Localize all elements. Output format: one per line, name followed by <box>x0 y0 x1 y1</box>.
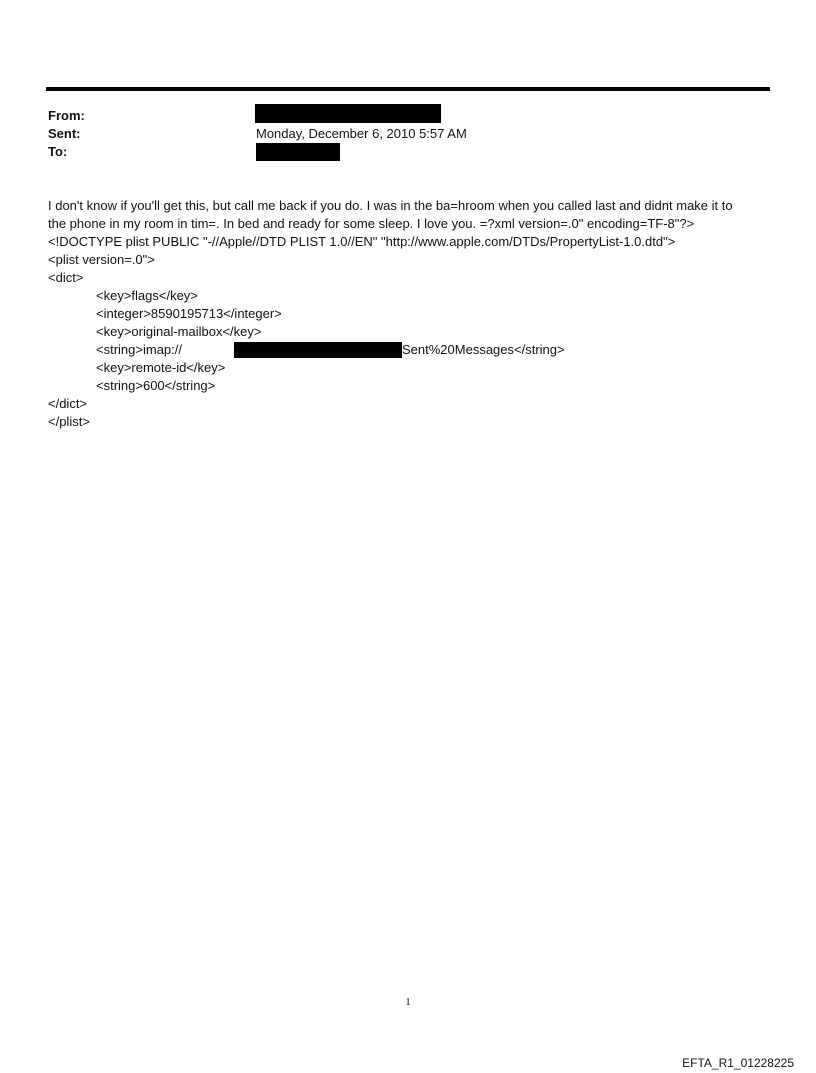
body-line: <key>original-mailbox</key> <box>96 324 262 339</box>
bates-id: EFTA_R1_01228225 <box>682 1056 794 1070</box>
body-line: <string>600</string> <box>96 378 216 393</box>
from-label: From: <box>48 108 85 123</box>
imap-line <box>48 341 776 359</box>
to-row <box>48 143 768 161</box>
page-number: 1 <box>405 996 411 1008</box>
sent-row <box>48 125 768 143</box>
imap-redaction <box>234 342 402 358</box>
from-redaction <box>255 104 441 123</box>
message-body <box>48 197 776 431</box>
body-line: <integer>8590195713</integer> <box>96 306 282 321</box>
body-line: <plist version=.0"> <box>48 252 155 267</box>
body-line: <dict> <box>48 270 84 285</box>
imap-prefix: <string>imap:// <box>96 342 182 357</box>
sent-label: Sent: <box>48 126 81 141</box>
body-line: the phone in my room in tim=. In bed and ready for some sleep. I love you. =?xml version=.0" encoding=TF-8"?> <box>48 216 695 231</box>
sent-value: Monday, December 6, 2010 5:57 AM <box>256 126 467 141</box>
body-line: <key>remote-id</key> <box>96 360 226 375</box>
to-label: To: <box>48 144 68 159</box>
body-line: <key>flags</key> <box>96 288 198 303</box>
body-line: </plist> <box>48 414 90 429</box>
body-line: I don't know if you'll get this, but call me back if you do. I was in the ba=hroom when you called last and didnt make it to <box>48 198 733 213</box>
imap-suffix: Sent%20Messages</string> <box>402 342 565 357</box>
to-redaction <box>256 143 340 161</box>
body-line: <!DOCTYPE plist PUBLIC "-//Apple//DTD PLIST 1.0//EN" "http://www.apple.com/DTDs/PropertyList-1.0.dtd"> <box>48 234 676 249</box>
body-line: </dict> <box>48 396 88 411</box>
header-rule <box>46 87 770 91</box>
